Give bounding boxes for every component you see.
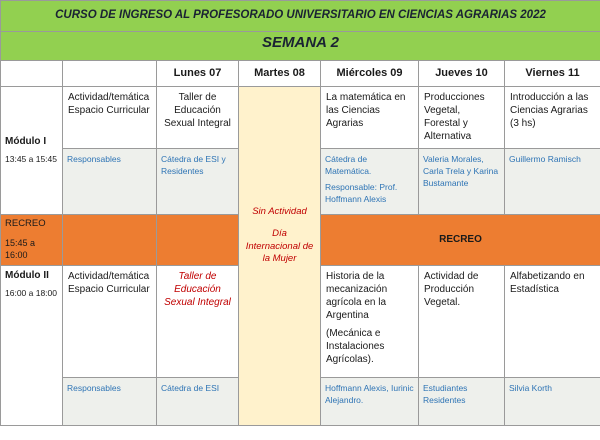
recreo-blank-1 — [63, 215, 157, 266]
modulo-2-resp-label: Responsables — [63, 377, 157, 425]
day-header-jueves: Jueves 10 — [419, 61, 505, 87]
modulo-2-resp-jueves: Estudiantes Residentes — [419, 377, 505, 425]
modulo-1-title: Módulo I — [5, 135, 47, 147]
modulo-2-cell — [1, 265, 63, 425]
modulo-2-resp-viernes: Silvia Korth — [505, 377, 600, 425]
modulo-1-resp-jueves: Valeria Morales, Carla Trela y Karina Bustamante — [419, 149, 505, 215]
week-title: SEMANA 2 — [1, 32, 600, 61]
blank-header-cell — [63, 61, 157, 87]
modulo-1-resp-label: Responsables — [63, 149, 157, 215]
modulo-2-resp-miercoles: Hoffmann Alexis, Iurinic Alejandro. — [321, 377, 419, 425]
recreo-blank-2 — [157, 215, 239, 266]
modulo-2-miercoles — [321, 265, 419, 377]
modulo-2-jueves: Actividad de Producción Vegetal. — [419, 265, 505, 377]
modulo-2-viernes: Alfabetizando en Estadística — [505, 265, 600, 377]
modulo-2-lunes: Taller de Educación Sexual Integral — [157, 265, 239, 377]
modulo-2-miercoles-mecanica: (Mecánica e Instalaciones Agrícolas). — [326, 327, 385, 365]
martes-column — [239, 87, 321, 426]
modulo-1-time: 13:45 a 15:45 — [5, 154, 57, 165]
day-header-viernes: Viernes 11 — [505, 61, 600, 87]
day-header-miercoles: Miércoles 09 — [321, 61, 419, 87]
modulo-2-activity-label: Actividad/temática Espacio Curricular — [63, 265, 157, 377]
modulo-1-activity-label: Actividad/temática Espacio Curricular — [63, 87, 157, 149]
recreo-time: 15:45 a 16:00 — [5, 237, 36, 260]
modulo-1-miercoles: La matemática en las Ciencias Agrarias — [321, 87, 419, 149]
recreo-cell — [1, 215, 63, 266]
resp-miercoles-catedra: Cátedra de Matemática. — [325, 154, 372, 176]
modulo-1-jueves: Producciones Vegetal, Forestal y Alternativa — [419, 87, 505, 149]
day-header-martes: Martes 08 — [239, 61, 321, 87]
recreo-label: RECREO — [5, 218, 46, 229]
modulo-2-resp-lunes: Cátedra de ESI — [157, 377, 239, 425]
modulo-1-viernes: Introducción a las Ciencias Agrarias (3 hs) — [505, 87, 600, 149]
modulo-1-cell — [1, 87, 63, 215]
modulo-1-lunes: Taller de Educación Sexual Integral — [157, 87, 239, 149]
modulo-1-resp-miercoles — [321, 149, 419, 215]
page-title: CURSO DE INGRESO AL PROFESORADO UNIVERSITARIO EN CIENCIAS AGRARIAS 2022 — [1, 1, 600, 32]
recreo-banner: RECREO — [321, 215, 600, 266]
modulo-1-resp-lunes: Cátedra de ESI y Residentes — [157, 149, 239, 215]
modulo-2-miercoles-historia: Historia de la mecanización agrícola en la Argentina — [326, 270, 388, 321]
resp-miercoles-prof: Responsable: Prof. Hoffmann Alexis — [325, 182, 398, 204]
corner-cell — [1, 61, 63, 87]
modulo-2-title: Módulo II — [5, 269, 49, 281]
martes-sin-actividad: Sin Actividad — [252, 205, 307, 217]
martes-dia-mujer: Día Internacional de la Mujer — [245, 228, 314, 265]
modulo-1-resp-viernes: Guillermo Ramisch — [505, 149, 600, 215]
modulo-2-time: 16:00 a 18:00 — [5, 288, 57, 298]
day-header-lunes: Lunes 07 — [157, 61, 239, 87]
